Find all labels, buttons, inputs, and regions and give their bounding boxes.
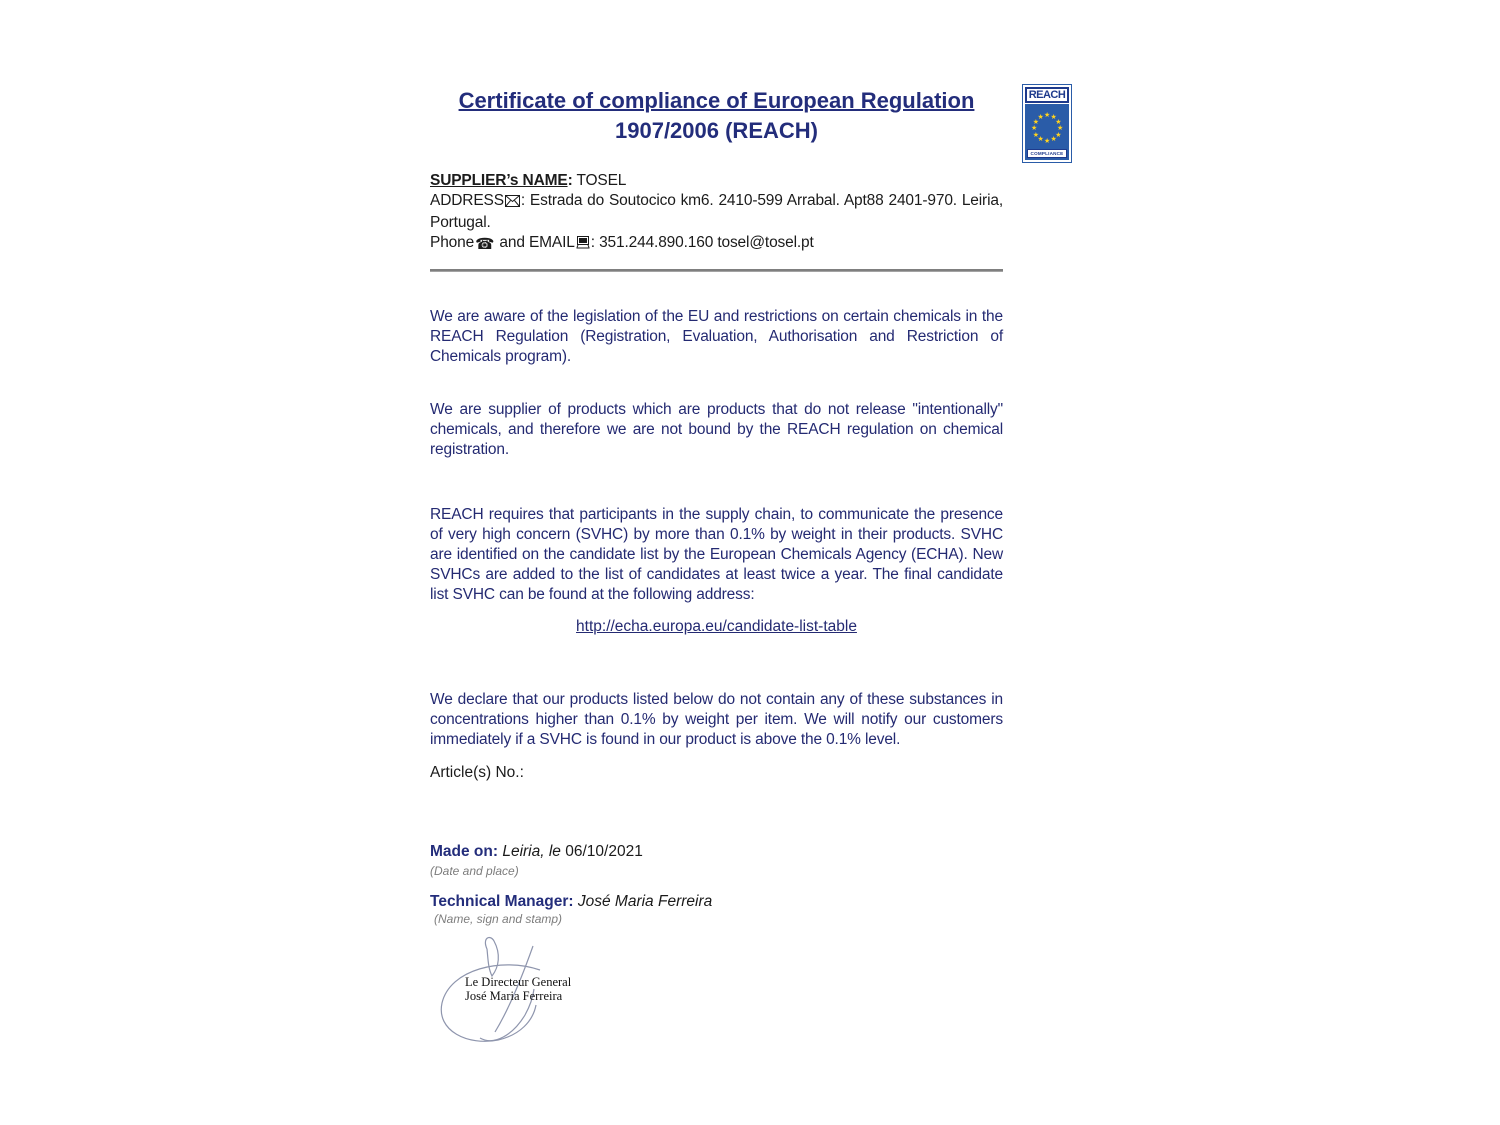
- reach-compliance-logo: [1022, 84, 1072, 163]
- made-on-place: Leiria, le: [498, 843, 561, 860]
- eu-star-icon: ★: [1050, 113, 1057, 121]
- paragraph-awareness: We are aware of the legislation of the EU and restrictions on certain chemicals in the REACH Regulation (Registration, Evaluation, Authorisation and Restriction of Chemicals program).: [430, 307, 1003, 365]
- supplier-name-label: SUPPLIER’s NAME: [430, 172, 568, 189]
- technical-manager-name: José Maria Ferreira: [573, 893, 713, 910]
- document-title: [430, 86, 1003, 146]
- eu-stars: [1025, 104, 1069, 160]
- supplier-name-value: TOSEL: [572, 172, 627, 189]
- name-sign-stamp-note: (Name, sign and stamp): [434, 912, 563, 926]
- phone-label: Phone: [430, 234, 475, 251]
- supplier-block: [430, 171, 1003, 255]
- technical-manager-line: [430, 893, 1003, 911]
- eu-star-icon: ★: [1044, 112, 1051, 119]
- signature-block: [432, 933, 612, 1073]
- paragraph-declaration: We declare that our products listed below do not contain any of these substances in concentrations higher than 0.1% by weight per item. We will notify our customers immediately if a SVHC is found in our product is above the 0.1% level.: [430, 690, 1003, 748]
- technical-manager-label: Technical Manager:: [430, 893, 574, 910]
- eu-star-icon: ★: [1057, 125, 1064, 132]
- section-divider: [430, 269, 1003, 272]
- eu-star-icon: ★: [1032, 118, 1040, 126]
- supplier-name-line: [430, 171, 1003, 191]
- eu-star-icon: ★: [1032, 131, 1040, 139]
- paragraph-supplier-statement: We are supplier of products which are products that do not release "intentionally" chemicals, and therefore we are not bound by the REACH regulation on chemical registration.: [430, 400, 1003, 458]
- eu-star-icon: ★: [1050, 136, 1057, 144]
- reach-logo-label: REACH: [1025, 87, 1069, 103]
- email-label: and EMAIL: [495, 234, 575, 251]
- supplier-contact-line: [430, 233, 1003, 255]
- made-on-date: 06/10/2021: [560, 843, 643, 860]
- paragraph-reach-requirements: REACH requires that participants in the supply chain, to communicate the presence of very high concern (SVHC) by more than 0.1% by weight in their products. SVHC are identified on the candidate list by the European Chemicals Agency (ECHA). New SVHCs are added to the list of candidates at least twice a year. The final candidate list SVHC can be found at the following address:: [430, 505, 1003, 603]
- supplier-name-colon: :: [567, 172, 573, 189]
- made-on-label: Made on:: [430, 843, 499, 860]
- candidate-list-link[interactable]: http://echa.europa.eu/candidate-list-table: [576, 618, 857, 635]
- eu-star-icon: ★: [1044, 138, 1051, 145]
- eu-star-icon: ★: [1037, 136, 1044, 144]
- envelope-icon: [505, 193, 520, 213]
- contact-value: : 351.244.890.160 tosel@tosel.pt: [590, 234, 814, 251]
- signature-text: [465, 975, 605, 1003]
- computer-icon: [576, 235, 590, 255]
- signature-text-line2: José Maria Ferreira: [465, 989, 563, 1003]
- eu-star-icon: ★: [1055, 131, 1062, 139]
- address-label: ADDRESS: [430, 192, 504, 209]
- address-value: : Estrada do Soutocico km6. 2410-599 Arrabal. Apt88 2401-970. Leiria, Portugal.: [430, 192, 1003, 231]
- signature-scrawl: [432, 933, 612, 1073]
- document-title-line1: Certificate of compliance of European Regulation: [458, 88, 975, 113]
- candidate-list-link-row: [430, 618, 1003, 636]
- signature-text-line1: Le Directeur General: [465, 975, 572, 989]
- date-place-note: (Date and place): [430, 864, 519, 878]
- made-on-line: [430, 843, 1003, 861]
- document-title-line2: 1907/2006 (REACH): [615, 118, 818, 143]
- phone-icon: ☎: [475, 236, 495, 253]
- eu-star-icon: ★: [1055, 118, 1062, 126]
- articles-no-label: Article(s) No.:: [430, 764, 524, 781]
- compliance-logo-label: COMPLIANCE: [1027, 149, 1067, 158]
- eu-star-icon: ★: [1031, 125, 1038, 132]
- supplier-address-line: [430, 191, 1003, 233]
- eu-star-icon: ★: [1037, 113, 1044, 121]
